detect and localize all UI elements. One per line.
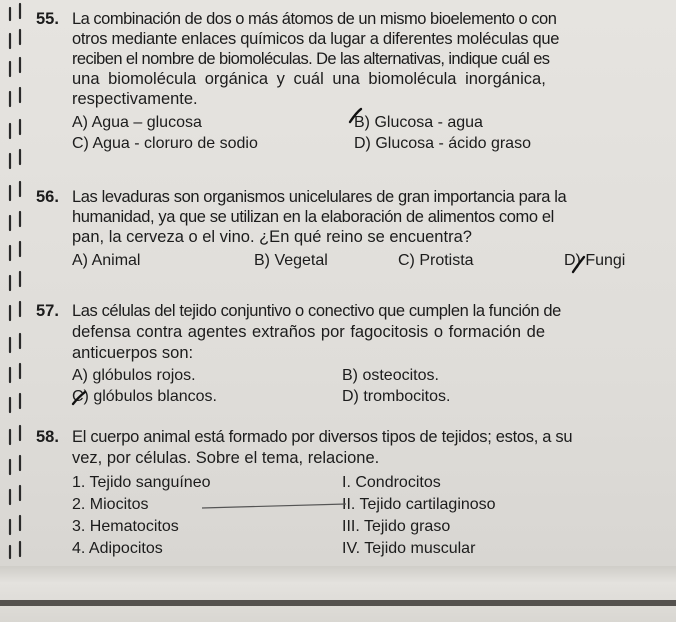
option-a[interactable]: A) Agua – glucosa bbox=[72, 114, 202, 131]
option-b[interactable]: B) Glucosa - agua bbox=[354, 114, 483, 131]
relation-right-item: IV. Tejido muscular bbox=[342, 540, 476, 557]
option-d[interactable]: D) Glucosa - ácido graso bbox=[354, 135, 531, 152]
question-text-line: respectivamente. bbox=[72, 90, 198, 108]
relation-right-item: I. Condrocitos bbox=[342, 474, 441, 491]
question-text-line: una biomolécula orgánica y cuál una biomolécula inorgánica, bbox=[72, 70, 546, 88]
question-56 bbox=[36, 188, 666, 288]
relation-left-item: 4. Adipocitos bbox=[72, 540, 163, 557]
question-text-line: La combinación de dos o más átomos de un mismo bioelemento o con bbox=[72, 10, 557, 28]
option-c[interactable]: C) glóbulos blancos. bbox=[72, 388, 217, 405]
option-c[interactable]: C) Protista bbox=[398, 252, 474, 269]
question-number: 55. bbox=[36, 10, 59, 28]
option-c[interactable]: C) Agua - cloruro de sodio bbox=[72, 135, 258, 152]
question-text-line: reciben el nombre de biomoléculas. De las alternativas, indique cuál es bbox=[72, 50, 550, 68]
question-55 bbox=[36, 10, 666, 180]
question-text-line: humanidad, ya que se utilizan en la elaboración de alimentos como el bbox=[72, 208, 554, 226]
question-text-line: defensa contra agentes extraños por fagocitosis o formación de bbox=[72, 323, 546, 341]
question-number: 57. bbox=[36, 302, 59, 320]
question-text-line: El cuerpo animal está formado por diversos tipos de tejidos; estos, a su bbox=[72, 428, 573, 446]
option-d[interactable]: D) Fungi bbox=[564, 252, 626, 269]
question-57 bbox=[36, 302, 666, 412]
page-fold-shadow bbox=[0, 566, 676, 622]
question-text-line: pan, la cerveza o el vino. ¿En qué reino se encuentra? bbox=[72, 228, 472, 246]
option-d[interactable]: D) trombocitos. bbox=[342, 388, 451, 405]
question-text-line: Las células del tejido conjuntivo o conectivo que cumplen la función de bbox=[72, 302, 561, 320]
question-text-line: otros mediante enlaces químicos da lugar a diferentes moléculas que bbox=[72, 30, 560, 48]
question-number: 58. bbox=[36, 428, 59, 446]
question-number: 56. bbox=[36, 188, 59, 206]
margin-binding-marks bbox=[4, 0, 34, 570]
question-text-line: vez, por células. Sobre el tema, relacione. bbox=[72, 449, 380, 467]
option-b[interactable]: B) Vegetal bbox=[254, 252, 328, 269]
relation-left-item: 2. Miocitos bbox=[72, 496, 149, 513]
option-a[interactable]: A) glóbulos rojos. bbox=[72, 367, 196, 384]
option-a[interactable]: A) Animal bbox=[72, 252, 141, 269]
question-58 bbox=[36, 428, 666, 568]
page-edge-line bbox=[0, 600, 676, 606]
relation-right-item: II. Tejido cartilaginoso bbox=[342, 496, 496, 513]
relation-left-item: 3. Hematocitos bbox=[72, 518, 179, 535]
relation-right-item: III. Tejido graso bbox=[342, 518, 451, 535]
question-text-line: Las levaduras son organismos unicelulares de gran importancia para la bbox=[72, 188, 567, 206]
relation-left-item: 1. Tejido sanguíneo bbox=[72, 474, 211, 491]
question-text-line: anticuerpos son: bbox=[72, 344, 194, 362]
option-b[interactable]: B) osteocitos. bbox=[342, 367, 439, 384]
